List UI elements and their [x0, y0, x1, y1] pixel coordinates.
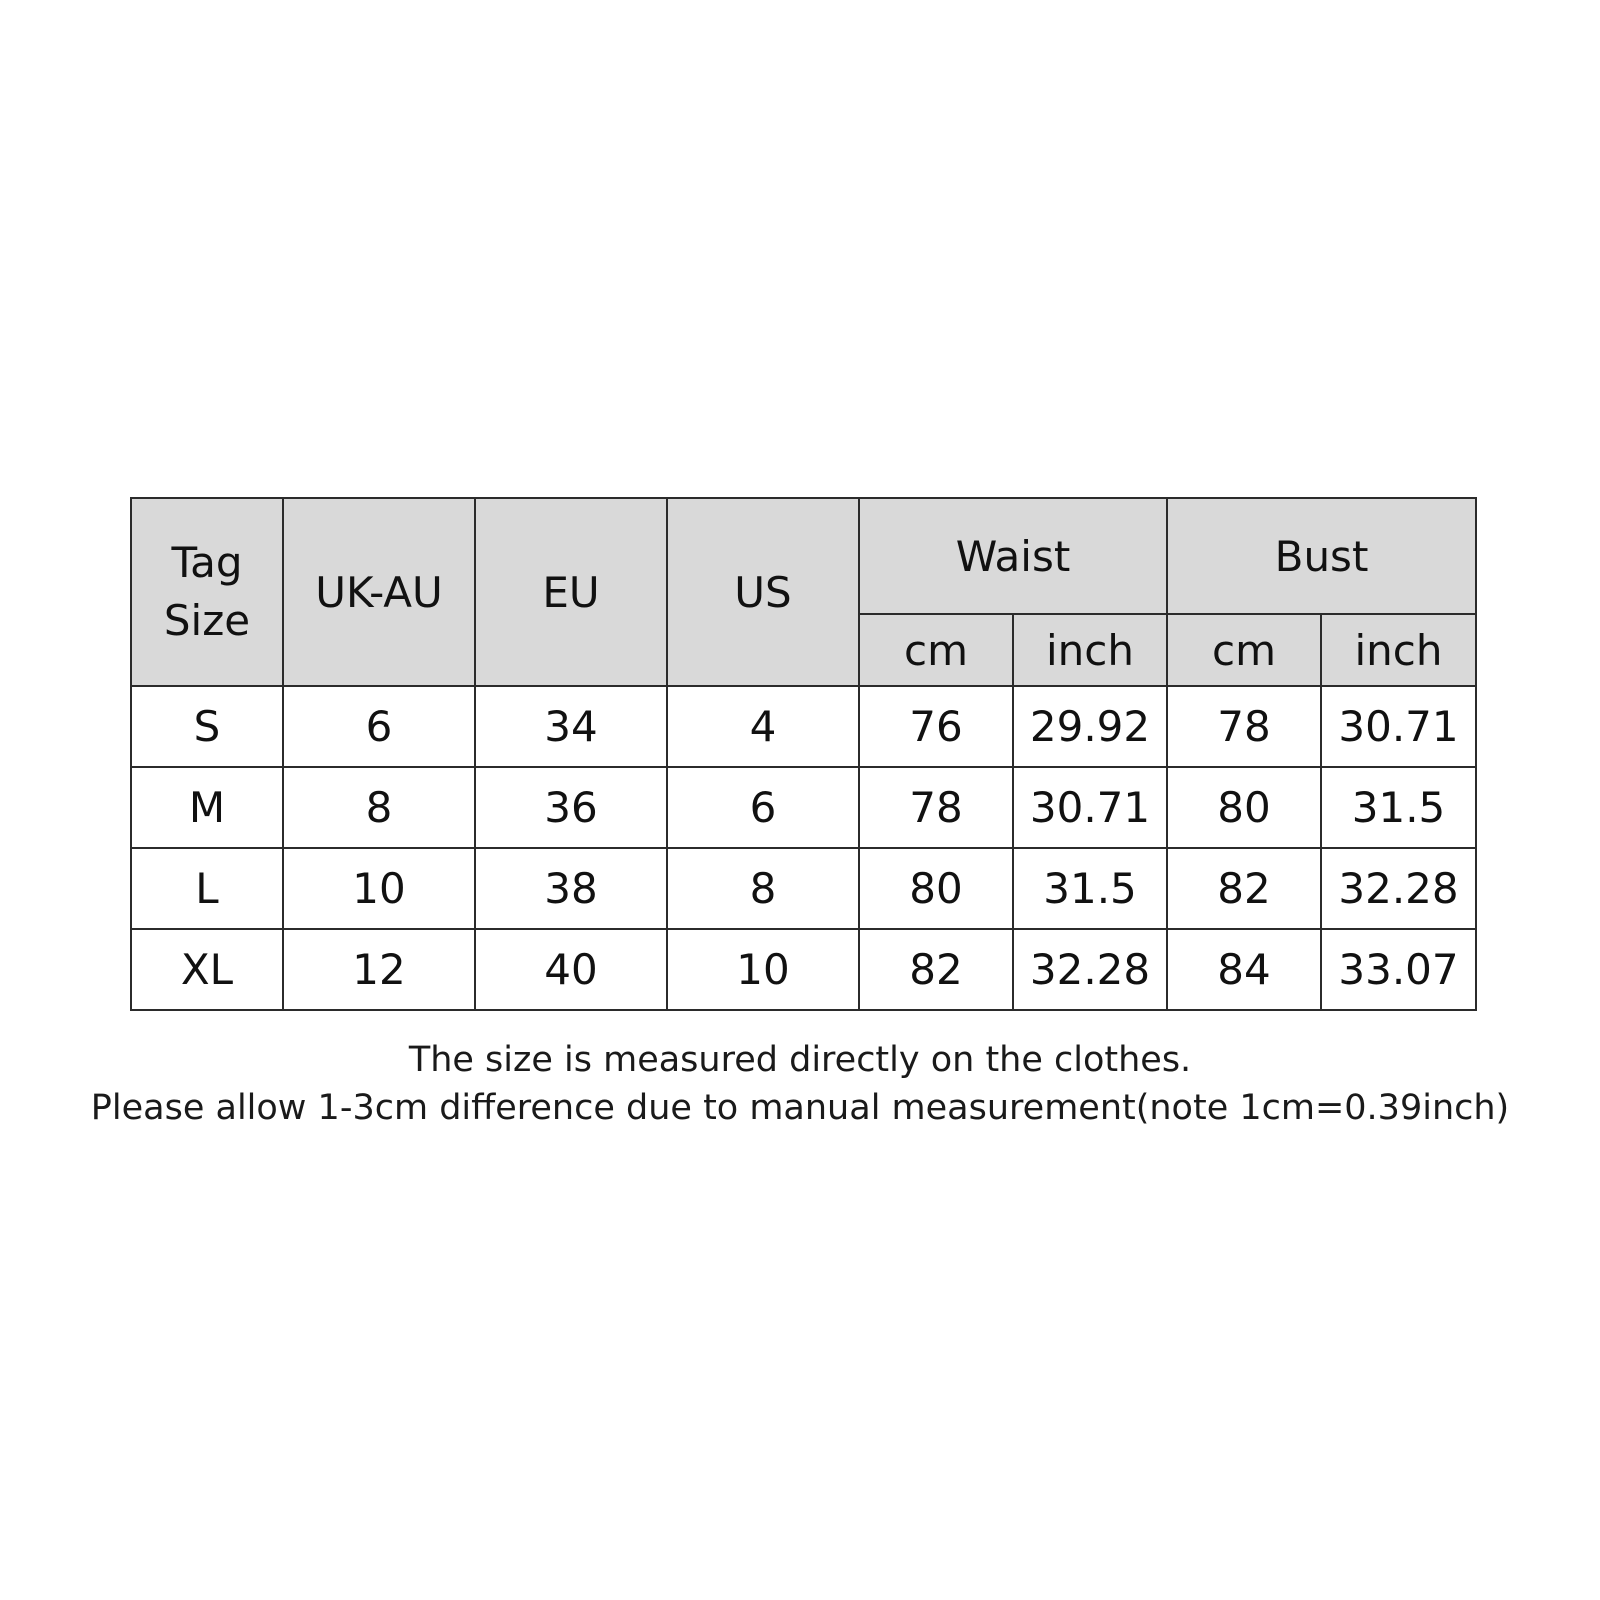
- header-bust: Bust: [1167, 498, 1476, 614]
- cell-uk-au: 6: [283, 686, 475, 767]
- cell-bust-cm: 78: [1167, 686, 1321, 767]
- cell-uk-au: 8: [283, 767, 475, 848]
- cell-tag: M: [131, 767, 283, 848]
- header-row-main: [131, 498, 1476, 614]
- header-us: US: [667, 498, 859, 686]
- cell-eu: 40: [475, 929, 667, 1010]
- cell-bust-cm: 82: [1167, 848, 1321, 929]
- cell-us: 8: [667, 848, 859, 929]
- cell-bust-inch: 30.71: [1321, 686, 1476, 767]
- table-row: [131, 686, 1476, 767]
- cell-waist-inch: 30.71: [1013, 767, 1167, 848]
- tolerance-note: Please allow 1-3cm difference due to manual measurement(note 1cm=0.39inch): [90, 1088, 1510, 1128]
- size-chart-table: [130, 497, 1477, 1011]
- header-tag-size-line2: Size: [163, 596, 251, 645]
- cell-us: 10: [667, 929, 859, 1010]
- cell-tag: S: [131, 686, 283, 767]
- measurement-note: The size is measured directly on the clothes.: [408, 1040, 1192, 1080]
- cell-waist-inch: 32.28: [1013, 929, 1167, 1010]
- cell-bust-cm: 80: [1167, 767, 1321, 848]
- table-row: [131, 929, 1476, 1010]
- cell-bust-inch: 32.28: [1321, 848, 1476, 929]
- cell-eu: 36: [475, 767, 667, 848]
- header-tag-size-line1: Tag: [171, 538, 243, 587]
- cell-waist-cm: 78: [859, 767, 1013, 848]
- cell-uk-au: 10: [283, 848, 475, 929]
- header-eu: EU: [475, 498, 667, 686]
- cell-waist-cm: 82: [859, 929, 1013, 1010]
- header-bust-cm: cm: [1167, 614, 1321, 686]
- cell-eu: 38: [475, 848, 667, 929]
- cell-eu: 34: [475, 686, 667, 767]
- cell-tag: XL: [131, 929, 283, 1010]
- cell-bust-inch: 31.5: [1321, 767, 1476, 848]
- cell-waist-inch: 31.5: [1013, 848, 1167, 929]
- header-uk-au: UK-AU: [283, 498, 475, 686]
- cell-waist-cm: 76: [859, 686, 1013, 767]
- cell-bust-inch: 33.07: [1321, 929, 1476, 1010]
- cell-us: 4: [667, 686, 859, 767]
- cell-waist-inch: 29.92: [1013, 686, 1167, 767]
- header-waist: Waist: [859, 498, 1167, 614]
- table-row: [131, 848, 1476, 929]
- cell-bust-cm: 84: [1167, 929, 1321, 1010]
- header-waist-cm: cm: [859, 614, 1013, 686]
- header-tag-size: [131, 498, 283, 686]
- table-row: [131, 767, 1476, 848]
- header-waist-inch: inch: [1013, 614, 1167, 686]
- cell-uk-au: 12: [283, 929, 475, 1010]
- header-bust-inch: inch: [1321, 614, 1476, 686]
- cell-us: 6: [667, 767, 859, 848]
- cell-waist-cm: 80: [859, 848, 1013, 929]
- cell-tag: L: [131, 848, 283, 929]
